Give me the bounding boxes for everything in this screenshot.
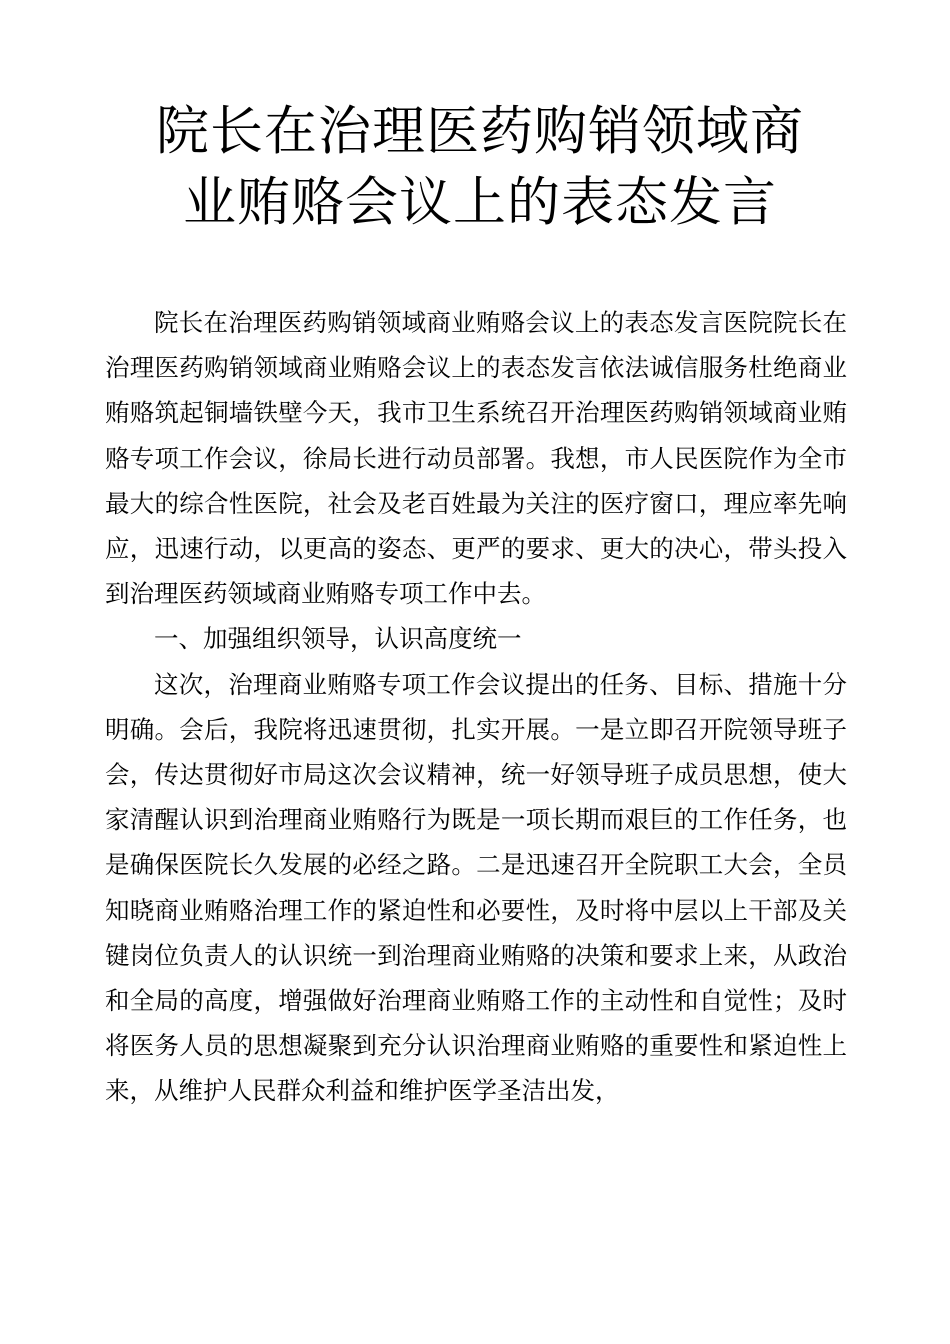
paragraph-section-one: 这次，治理商业贿赂专项工作会议提出的任务、目标、措施十分明确。会后，我院将迅速贯彻，扎实开展。一是立即召开院领导班子会，传达贯彻好市局这次会议精神，统一好领导班子成员思想，使大家清醒认识到治理商业贿赂行为既是一项长期而艰巨的工作任务，也是确保医院长久发展的必经之路。二是迅速召开全院职工大会，全员知晓商业贿赂治理工作的紧迫性和必要性，及时将中层以上干部及关键岗位负责人的认识统一到治理商业贿赂的决策和要求上来，从政治和全局的高度，增强做好治理商业贿赂工作的主动性和自觉性；及时将医务人员的思想凝聚到充分认识治理商业贿赂的重要性和紧迫性上来，从维护人民群众利益和维护医学圣洁出发， — [105, 669, 847, 1106]
section-heading: 一、加强组织领导，认识高度统一 — [154, 624, 522, 654]
document-body — [105, 300, 847, 1114]
paragraph-intro: 院长在治理医药购销领域商业贿赂会议上的表态发言医院院长在治理医药购销领域商业贿赂会议上的表态发言依法诚信服务杜绝商业贿赂筑起铜墙铁壁今天，我市卫生系统召开治理医药购销领域商业贿赂专项工作会议，徐局长进行动员部署。我想，市人民医院作为全市最大的综合性医院，社会及老百姓最为关注的医疗窗口，理应率先响应，迅速行动，以更高的姿态、更严的要求、更大的决心，带头投入到治理医药领域商业贿赂专项工作中去。 — [105, 308, 847, 609]
document-title: 院长在治理医药购销领域商 业贿赂会议上的表态发言 — [156, 101, 804, 233]
